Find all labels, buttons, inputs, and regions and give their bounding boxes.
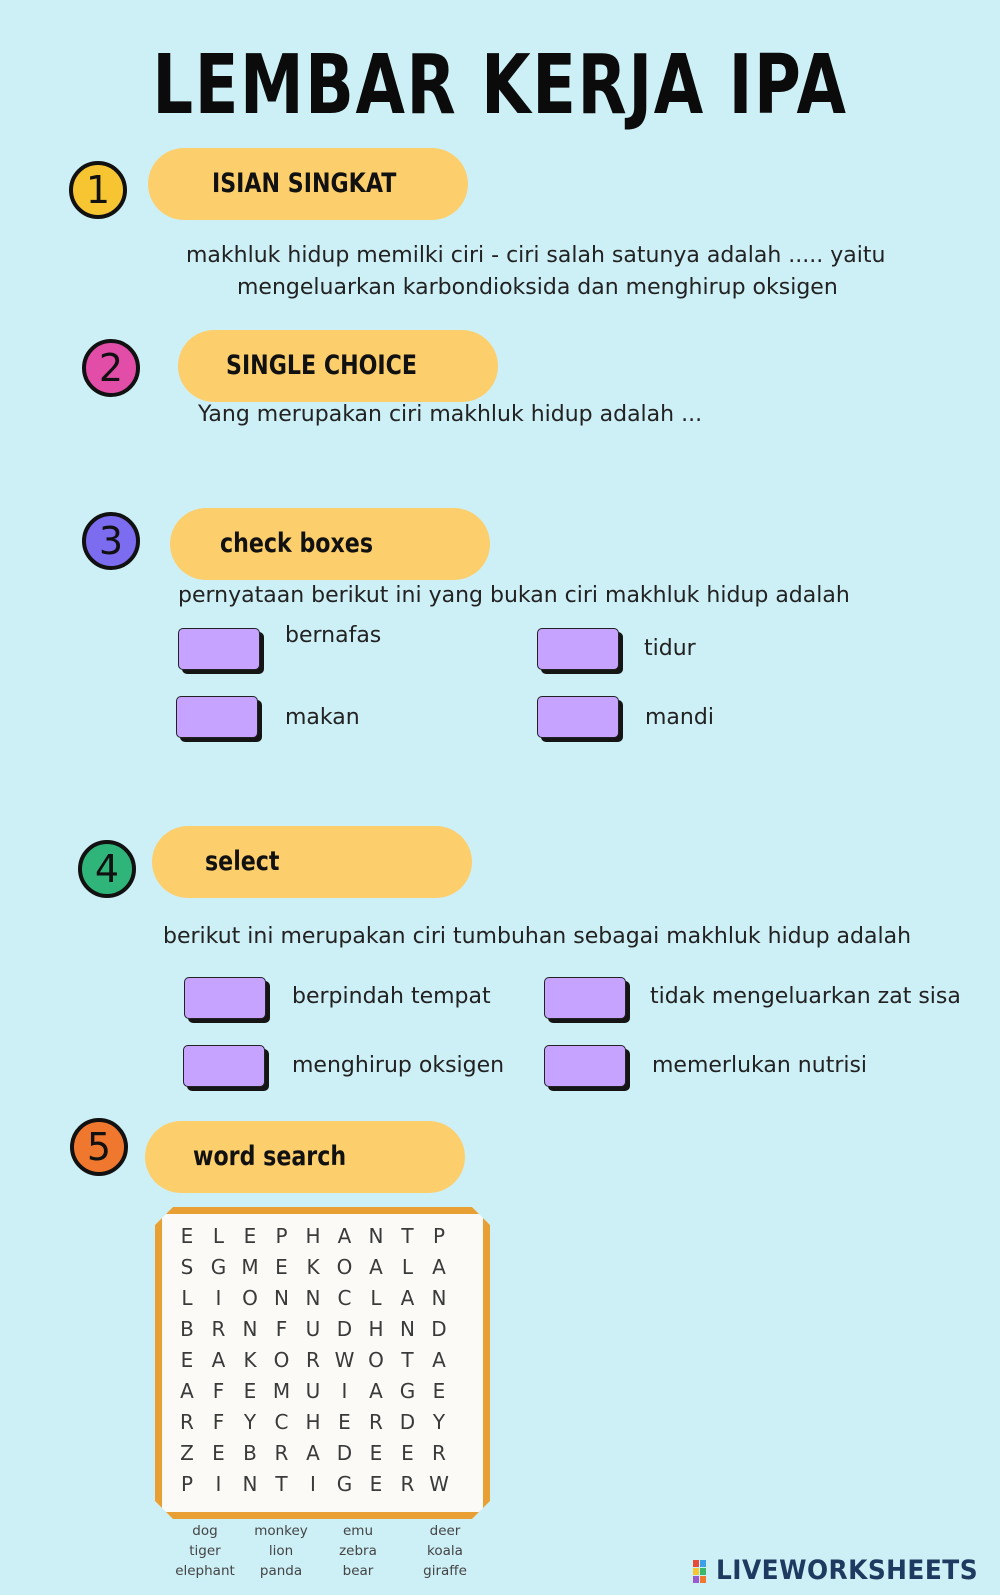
- word-search-cell[interactable]: Y: [432, 1410, 446, 1434]
- word-search-cell[interactable]: R: [306, 1348, 320, 1372]
- word-search-cell[interactable]: S: [180, 1255, 194, 1279]
- word-search-cell[interactable]: M: [272, 1379, 291, 1403]
- word-search-cell[interactable]: A: [337, 1224, 352, 1248]
- word-search-cell[interactable]: B: [243, 1441, 257, 1465]
- word-list-item: koala: [427, 1543, 463, 1559]
- word-list-item: tiger: [189, 1543, 221, 1559]
- word-search-cell[interactable]: L: [212, 1224, 225, 1248]
- word-search-row: [170, 1255, 470, 1286]
- section-3-question: pernyataan berikut ini yang bukan ciri makhluk hidup adalah: [178, 583, 850, 608]
- word-search-cell[interactable]: E: [338, 1410, 351, 1434]
- word-search-cell[interactable]: O: [242, 1286, 258, 1310]
- word-search-cell[interactable]: E: [212, 1441, 225, 1465]
- word-list-item: dog: [192, 1523, 218, 1539]
- word-search-cell[interactable]: O: [273, 1348, 290, 1372]
- word-search-cell[interactable]: E: [401, 1441, 414, 1465]
- option-label: makan: [285, 705, 360, 730]
- word-search-cell[interactable]: C: [274, 1410, 289, 1434]
- word-search-cell[interactable]: I: [215, 1472, 222, 1496]
- section-2-heading: SINGLE CHOICE: [226, 350, 418, 381]
- option-label: tidak mengeluarkan zat sisa: [650, 984, 961, 1009]
- option-label: bernafas: [285, 623, 382, 648]
- word-search-cell[interactable]: R: [211, 1317, 226, 1341]
- word-search-row: [170, 1348, 470, 1379]
- section-2-number-badge: 2: [82, 339, 140, 397]
- select-box-berpindah-tempat[interactable]: [184, 977, 266, 1019]
- word-search-cell[interactable]: E: [275, 1255, 288, 1279]
- word-search-cell[interactable]: E: [180, 1348, 194, 1372]
- word-search-cell[interactable]: G: [399, 1379, 416, 1403]
- word-search-cell[interactable]: H: [305, 1410, 321, 1434]
- section-3-number-badge: 3: [82, 512, 140, 570]
- word-list-item: emu: [342, 1523, 373, 1539]
- word-list-item: deer: [429, 1523, 461, 1539]
- word-search-row: [170, 1286, 470, 1317]
- word-search-cell[interactable]: A: [211, 1348, 226, 1372]
- section-5-number-badge: 5: [70, 1118, 128, 1176]
- word-search-cell[interactable]: N: [400, 1317, 415, 1341]
- section-1-number-badge: 1: [69, 161, 127, 219]
- word-search-cell[interactable]: E: [243, 1379, 257, 1403]
- section-2-question: Yang merupakan ciri makhluk hidup adalah ...: [198, 402, 703, 427]
- word-search-cell[interactable]: H: [305, 1224, 321, 1248]
- word-search-cell[interactable]: T: [275, 1472, 288, 1496]
- word-search-cell[interactable]: D: [336, 1317, 353, 1341]
- word-search-cell[interactable]: D: [399, 1410, 416, 1434]
- word-list-item: elephant: [175, 1563, 235, 1579]
- section-4-question: berikut ini merupakan ciri tumbuhan sebagai makhluk hidup adalah: [163, 924, 912, 949]
- word-search-cell[interactable]: E: [369, 1441, 383, 1465]
- select-box-memerlukan-nutrisi[interactable]: [544, 1045, 626, 1087]
- word-search-cell[interactable]: R: [400, 1472, 415, 1496]
- section-4-heading: select: [205, 846, 280, 877]
- word-list-item: bear: [342, 1563, 374, 1579]
- word-search-cell[interactable]: A: [369, 1255, 383, 1279]
- word-search-cell[interactable]: N: [305, 1286, 321, 1310]
- word-search-cell[interactable]: A: [432, 1348, 446, 1372]
- word-search-cell[interactable]: I: [310, 1472, 316, 1496]
- checkbox-makan[interactable]: [176, 696, 258, 738]
- select-box-menghirup-oksigen[interactable]: [183, 1045, 265, 1087]
- section-1-question-line-2: mengeluarkan karbondioksida dan menghirup oksigen: [237, 275, 838, 300]
- word-search-cell[interactable]: W: [429, 1472, 449, 1496]
- word-search-cell[interactable]: N: [242, 1317, 258, 1341]
- word-search-cell[interactable]: B: [180, 1317, 194, 1341]
- option-label: memerlukan nutrisi: [652, 1053, 868, 1078]
- word-search-cell[interactable]: D: [431, 1317, 447, 1341]
- select-box-tidak-mengeluarkan-zat-sisa[interactable]: [544, 977, 626, 1019]
- word-search-cell[interactable]: K: [306, 1255, 320, 1279]
- word-search-cell[interactable]: R: [180, 1410, 194, 1434]
- word-search-row: [170, 1472, 470, 1503]
- word-search-cell[interactable]: A: [180, 1379, 194, 1403]
- checkbox-mandi[interactable]: [537, 696, 619, 738]
- word-search-cell[interactable]: I: [341, 1379, 348, 1403]
- word-search-cell[interactable]: N: [431, 1286, 447, 1310]
- section-4-number-badge: 4: [78, 840, 136, 898]
- word-search-cell[interactable]: Z: [180, 1441, 194, 1465]
- word-search-cell[interactable]: C: [337, 1286, 352, 1310]
- word-search-cell[interactable]: R: [432, 1441, 446, 1465]
- word-search-cell[interactable]: L: [401, 1255, 414, 1279]
- section-3-heading: check boxes: [220, 528, 373, 559]
- word-search-cell[interactable]: D: [336, 1441, 353, 1465]
- word-list-item: giraffe: [423, 1563, 467, 1579]
- word-search-cell[interactable]: N: [274, 1286, 289, 1310]
- word-search-row: [170, 1441, 470, 1472]
- word-list-item: lion: [268, 1543, 294, 1559]
- word-search-cell[interactable]: N: [368, 1224, 384, 1248]
- word-search-cell[interactable]: O: [336, 1255, 353, 1279]
- word-search-cell[interactable]: A: [432, 1255, 446, 1279]
- word-search-cell[interactable]: E: [432, 1379, 446, 1403]
- checkbox-tidur[interactable]: [537, 628, 619, 670]
- option-label: tidur: [644, 636, 696, 661]
- word-search-cell[interactable]: P: [432, 1224, 446, 1248]
- option-label: mandi: [645, 705, 714, 730]
- section-1-question-line-1: makhluk hidup memilki ciri - ciri salah satunya adalah ..... yaitu: [186, 243, 886, 268]
- word-list-item: monkey: [254, 1523, 308, 1539]
- word-search-cell[interactable]: A: [369, 1379, 383, 1403]
- section-2-heading-pill: [178, 330, 498, 402]
- word-search-cell[interactable]: F: [212, 1410, 225, 1434]
- word-search-cell[interactable]: R: [369, 1410, 383, 1434]
- liveworksheets-logo-icon: [693, 1558, 715, 1586]
- word-search-cell[interactable]: R: [274, 1441, 289, 1465]
- checkbox-bernafas[interactable]: [178, 628, 260, 670]
- word-search-cell[interactable]: E: [369, 1472, 383, 1496]
- word-search-cell[interactable]: L: [370, 1286, 382, 1310]
- word-search-cell[interactable]: F: [212, 1379, 225, 1403]
- word-search-cell[interactable]: P: [275, 1224, 288, 1248]
- section-1-heading-pill: [148, 148, 468, 220]
- section-1-heading: ISIAN SINGKAT: [212, 168, 397, 199]
- word-search-cell[interactable]: N: [242, 1472, 258, 1496]
- brand-name: LIVEWORKSHEETS: [716, 1555, 979, 1586]
- word-search-row: [170, 1410, 470, 1441]
- section-5-heading: word search: [193, 1141, 347, 1172]
- word-search-cell[interactable]: L: [181, 1286, 193, 1310]
- word-search-cell[interactable]: P: [180, 1472, 194, 1496]
- option-label: berpindah tempat: [292, 984, 491, 1009]
- page-title: LEMBAR KERJA IPA: [152, 38, 848, 133]
- word-search-cell[interactable]: K: [243, 1348, 257, 1372]
- word-search-cell[interactable]: O: [368, 1348, 384, 1372]
- word-search-cell[interactable]: E: [180, 1224, 194, 1248]
- word-search-cell[interactable]: W: [334, 1348, 355, 1372]
- word-search-cell[interactable]: I: [215, 1286, 222, 1310]
- word-search-cell[interactable]: U: [305, 1379, 321, 1403]
- word-search-cell[interactable]: T: [401, 1224, 414, 1248]
- word-search-row: [170, 1317, 470, 1348]
- word-search-cell[interactable]: G: [210, 1255, 227, 1279]
- word-search-cell[interactable]: U: [305, 1317, 321, 1341]
- section-4-heading-pill: [152, 826, 472, 898]
- section-3-heading-pill: [170, 508, 490, 580]
- option-label: menghirup oksigen: [292, 1053, 505, 1078]
- word-search-cell[interactable]: A: [306, 1441, 320, 1465]
- section-5-heading-pill: [145, 1121, 465, 1193]
- word-search-cell[interactable]: A: [400, 1286, 415, 1310]
- word-list-item: zebra: [339, 1543, 377, 1559]
- word-list-item: panda: [259, 1563, 303, 1579]
- word-search-cell[interactable]: M: [241, 1255, 259, 1279]
- word-search-cell[interactable]: Y: [243, 1410, 257, 1434]
- word-search-row: [170, 1379, 470, 1410]
- word-search-cell[interactable]: F: [275, 1317, 288, 1341]
- word-search-row: [170, 1224, 470, 1255]
- word-search-cell[interactable]: T: [401, 1348, 414, 1372]
- word-search-cell[interactable]: H: [368, 1317, 384, 1341]
- word-search-cell[interactable]: G: [336, 1472, 353, 1496]
- word-search-cell[interactable]: E: [243, 1224, 257, 1248]
